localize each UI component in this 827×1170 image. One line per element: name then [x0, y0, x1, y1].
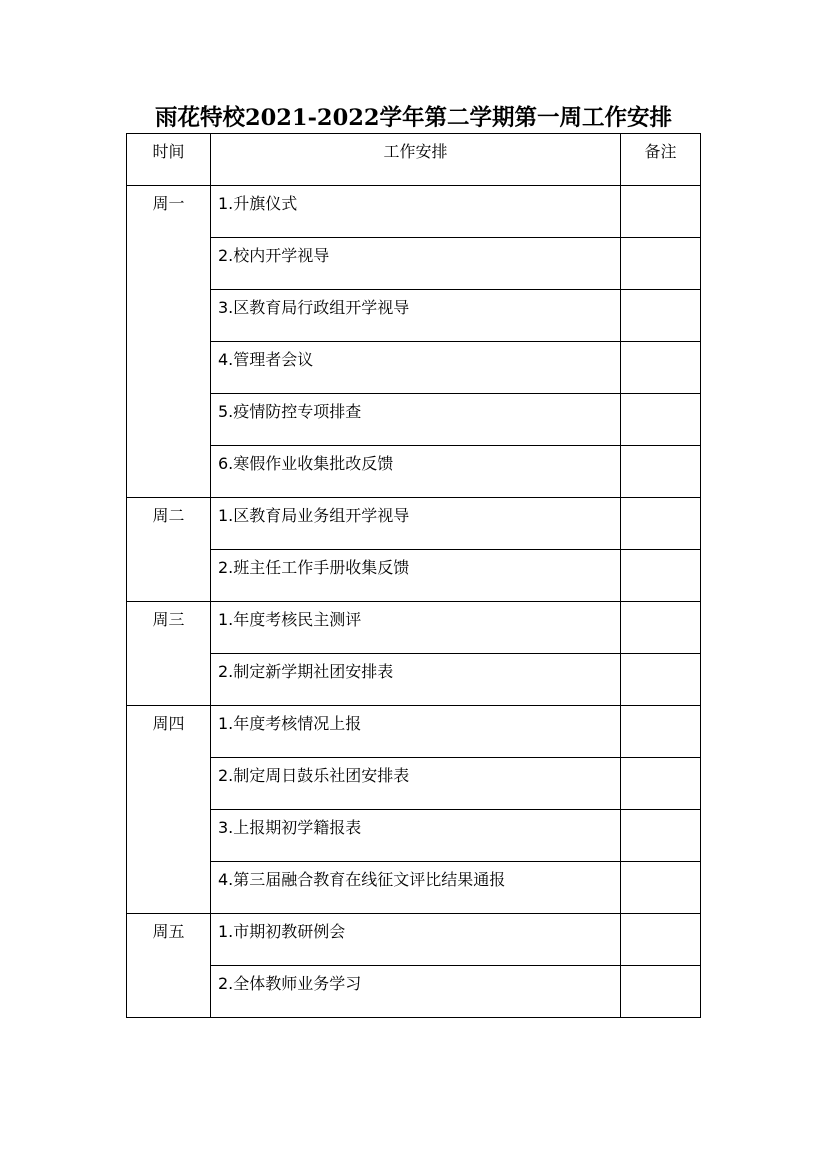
task-cell: 1.年度考核情况上报 [211, 706, 621, 758]
header-row [127, 134, 701, 186]
note-cell [621, 498, 701, 550]
task-cell: 5.疫情防控专项排查 [211, 394, 621, 446]
note-cell [621, 290, 701, 342]
note-cell [621, 550, 701, 602]
table-row [127, 290, 701, 342]
table-row [127, 862, 701, 914]
task-cell: 1.升旗仪式 [211, 186, 621, 238]
note-cell [621, 238, 701, 290]
day-cell-tuesday: 周二 [127, 498, 211, 602]
task-cell: 1.市期初教研例会 [211, 914, 621, 966]
table-row [127, 966, 701, 1018]
table-row [127, 654, 701, 706]
task-cell: 2.全体教师业务学习 [211, 966, 621, 1018]
table-row [127, 914, 701, 966]
day-cell-friday: 周五 [127, 914, 211, 1018]
page-title: 雨花特校2021-2022学年第二学期第一周工作安排 [154, 105, 673, 131]
task-cell: 4.管理者会议 [211, 342, 621, 394]
note-cell [621, 446, 701, 498]
note-cell [621, 810, 701, 862]
table-row [127, 342, 701, 394]
note-cell [621, 394, 701, 446]
table-row [127, 810, 701, 862]
task-cell: 4.第三届融合教育在线征文评比结果通报 [211, 862, 621, 914]
note-cell [621, 966, 701, 1018]
header-time: 时间 [127, 134, 211, 186]
task-cell: 2.班主任工作手册收集反馈 [211, 550, 621, 602]
day-cell-thursday: 周四 [127, 706, 211, 914]
note-cell [621, 654, 701, 706]
task-cell: 1.区教育局业务组开学视导 [211, 498, 621, 550]
table-row [127, 238, 701, 290]
table-row [127, 394, 701, 446]
task-cell: 2.制定周日鼓乐社团安排表 [211, 758, 621, 810]
task-cell: 6.寒假作业收集批改反馈 [211, 446, 621, 498]
note-cell [621, 862, 701, 914]
task-cell: 3.区教育局行政组开学视导 [211, 290, 621, 342]
schedule-table [126, 133, 701, 1018]
note-cell [621, 186, 701, 238]
task-cell: 2.制定新学期社团安排表 [211, 654, 621, 706]
note-cell [621, 914, 701, 966]
table-row [127, 758, 701, 810]
table-row [127, 446, 701, 498]
task-cell: 1.年度考核民主测评 [211, 602, 621, 654]
note-cell [621, 706, 701, 758]
table-row [127, 602, 701, 654]
header-note: 备注 [621, 134, 701, 186]
day-cell-monday: 周一 [127, 186, 211, 498]
table-row [127, 186, 701, 238]
table-row [127, 498, 701, 550]
table-row [127, 706, 701, 758]
table-row [127, 550, 701, 602]
task-cell: 2.校内开学视导 [211, 238, 621, 290]
day-cell-wednesday: 周三 [127, 602, 211, 706]
note-cell [621, 342, 701, 394]
header-work: 工作安排 [211, 134, 621, 186]
note-cell [621, 602, 701, 654]
task-cell: 3.上报期初学籍报表 [211, 810, 621, 862]
note-cell [621, 758, 701, 810]
